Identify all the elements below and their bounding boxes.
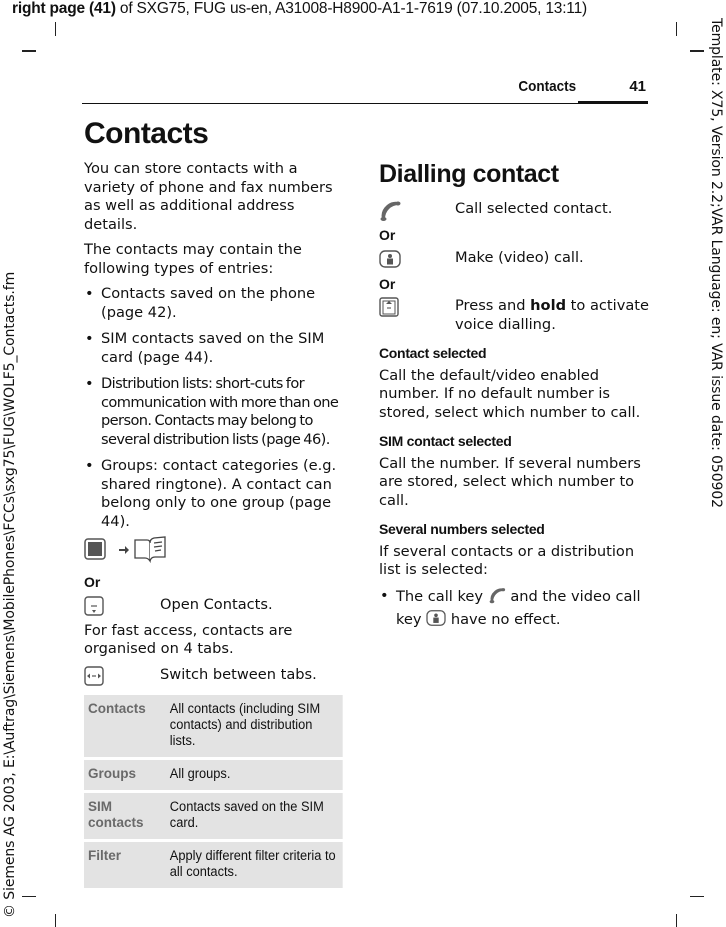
tabs-table bbox=[84, 692, 352, 891]
video-call-text: Make (video) call. bbox=[455, 248, 584, 266]
subheading-several-numbers: Several numbers selected bbox=[379, 521, 545, 537]
crop-mark bbox=[676, 22, 677, 36]
header-section-title: Contacts bbox=[518, 78, 576, 95]
video-call-key-icon bbox=[426, 609, 446, 633]
file-path-vertical: © Siemens AG 2003, E:\Auftrag\Siemens\MobilePhones\FCCs\sxg75\FUG\WOLF5_Contacts.fm bbox=[2, 271, 18, 918]
types-intro: The contacts may contain the following types of entries: bbox=[84, 241, 302, 277]
switch-tabs-row bbox=[84, 666, 352, 686]
voice-dial-key-icon bbox=[379, 297, 399, 323]
list-item: • Contacts saved on the phone (page 42). bbox=[84, 285, 352, 322]
list-item: • Groups: contact categories (e.g. shared ringtone). A contact can belong only to one group (page 44). bbox=[84, 457, 352, 531]
tab-name: Contacts bbox=[84, 695, 166, 757]
print-meta-page: right page (41) bbox=[12, 0, 116, 17]
tab-description: Contacts saved on the SIM card. bbox=[166, 793, 343, 839]
tab-name: Groups bbox=[84, 760, 166, 790]
several-numbers-text: If several contacts or a distribution list is selected: bbox=[379, 542, 635, 578]
fast-access-paragraph: For fast access, contacts are organised on 4 tabs. bbox=[84, 621, 293, 657]
list-item: • SIM contacts saved on the SIM card (page 44). bbox=[84, 330, 352, 367]
call-key-icon bbox=[488, 587, 506, 610]
call-action-text: Call selected contact. bbox=[455, 200, 613, 217]
crop-mark bbox=[676, 914, 677, 927]
crop-mark bbox=[55, 22, 56, 36]
menu-path bbox=[84, 539, 352, 565]
table-row bbox=[84, 695, 352, 757]
subheading-contact-selected: Contact selected bbox=[379, 345, 487, 361]
subheading-sim-contact-selected: SIM contact selected bbox=[379, 433, 512, 449]
print-meta-details: of SXG75, FUG us-en, A31008-H8900-A1-1-7619 (07.10.2005, 13:11) bbox=[115, 0, 587, 17]
crop-mark bbox=[55, 914, 56, 927]
tab-description: Apply different filter criteria to all contacts. bbox=[166, 842, 343, 888]
tab-description: All contacts (including SIM contacts) and distribution lists. bbox=[166, 695, 343, 757]
video-call-key-icon bbox=[379, 249, 401, 275]
left-column bbox=[84, 116, 352, 891]
header-page-number: 41 bbox=[629, 78, 646, 95]
video-call-row bbox=[379, 249, 649, 269]
template-info-vertical: Template: X75, Version 2.2;VAR Language: en; VAR issue date: 050902 bbox=[708, 18, 724, 508]
list-item: • Distribution lists: short-cuts for communication with more than one person. Contacts may belong to several distribution lists (page 46). bbox=[84, 375, 352, 449]
crop-mark bbox=[690, 50, 704, 52]
header-rule bbox=[82, 103, 648, 104]
right-column bbox=[379, 158, 649, 641]
call-key-icon bbox=[379, 200, 401, 228]
tab-description: All groups. bbox=[166, 760, 343, 790]
crop-mark bbox=[690, 896, 704, 897]
or-label: Or bbox=[84, 574, 101, 590]
voice-dial-text: Press and hold to activate voice dialling. bbox=[455, 297, 649, 333]
crop-mark bbox=[22, 896, 36, 897]
arrow-right-icon bbox=[118, 543, 130, 562]
print-meta-line bbox=[12, 0, 587, 18]
or-label: Or bbox=[379, 275, 396, 292]
menu-key-icon bbox=[84, 538, 106, 566]
open-contacts-text: Open Contacts. bbox=[160, 595, 273, 613]
entry-types-list bbox=[84, 285, 352, 531]
tab-name: SIM contacts bbox=[84, 793, 166, 839]
intro-paragraph: You can store contacts with a variety of phone and fax numbers as well as additional address details. bbox=[84, 160, 333, 233]
navigation-left-right-icon bbox=[84, 666, 104, 692]
contact-selected-text: Call the default/video enabled number. If no default number is stored, select which number to call. bbox=[379, 366, 641, 421]
table-row bbox=[84, 760, 352, 790]
table-row bbox=[84, 793, 352, 839]
running-header bbox=[82, 78, 648, 104]
voice-dial-row bbox=[379, 297, 649, 334]
header-rule-accent bbox=[578, 101, 648, 104]
or-label: Or bbox=[379, 227, 396, 243]
tab-name: Filter bbox=[84, 842, 166, 888]
contacts-book-icon bbox=[133, 535, 167, 569]
softkey-down-icon bbox=[84, 596, 104, 622]
switch-tabs-text: Switch between tabs. bbox=[160, 665, 317, 683]
section-title-dialling: Dialling contact bbox=[379, 160, 559, 188]
open-contacts-row bbox=[84, 596, 352, 616]
sim-contact-selected-text: Call the number. If several numbers are stored, select which number to call. bbox=[379, 454, 641, 509]
note-list bbox=[379, 587, 649, 633]
table-row bbox=[84, 842, 352, 888]
call-action-row bbox=[379, 200, 649, 220]
crop-mark bbox=[22, 50, 36, 52]
list-item: • The call key and the video call key have no effect. bbox=[379, 587, 649, 633]
page-title: Contacts bbox=[84, 117, 209, 150]
